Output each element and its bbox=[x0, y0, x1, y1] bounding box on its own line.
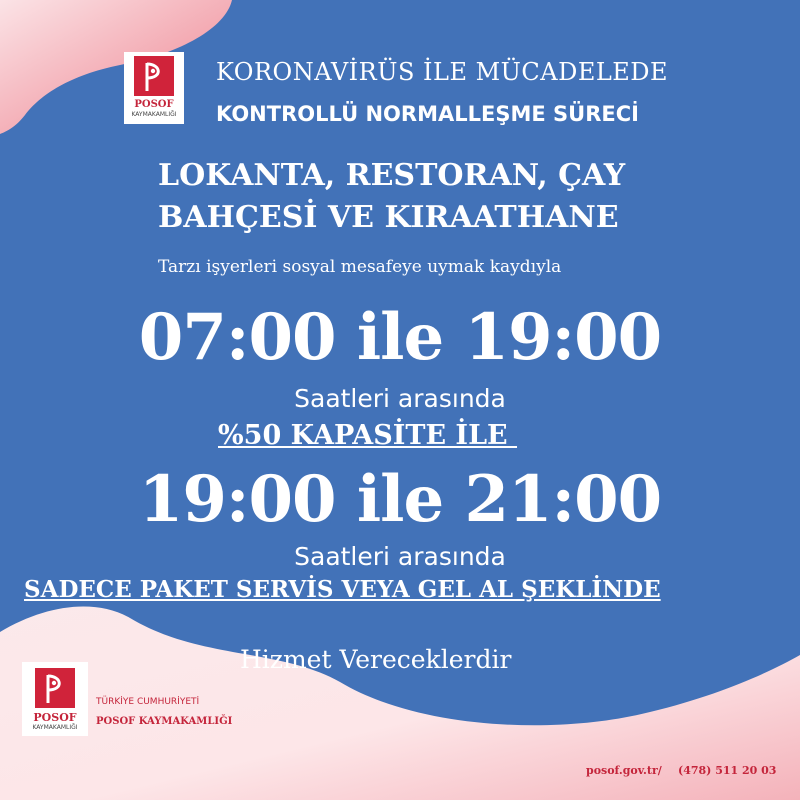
between-text-2: Saatleri arasında bbox=[294, 542, 506, 571]
distance-note: Tarzı işyerleri sosyal mesafeye uymak kaydıyla bbox=[158, 257, 562, 277]
time-range-2: 19:00 ile 21:00 bbox=[138, 462, 662, 537]
venue-title-line2: BAHÇESİ VE KIRAATHANE bbox=[158, 200, 619, 235]
closing-text: Hizmet Vereceklerdir bbox=[240, 645, 512, 674]
website-link[interactable]: posof.gov.tr/ bbox=[586, 764, 662, 777]
header-line1: KORONAVİRÜS İLE MÜCADELEDE bbox=[216, 58, 669, 86]
phone-number: (478) 511 20 03 bbox=[678, 764, 777, 777]
logo-name: POSOF bbox=[33, 711, 77, 724]
time-range-1: 07:00 ile 19:00 bbox=[138, 300, 662, 375]
posof-logo-bottom bbox=[22, 662, 88, 736]
posof-logo-top bbox=[124, 52, 184, 124]
logo-mark-icon bbox=[134, 56, 174, 96]
header-line2: KONTROLLÜ NORMALLEŞME SÜRECİ bbox=[216, 102, 639, 126]
venue-title-line1: LOKANTA, RESTORAN, ÇAY bbox=[158, 158, 626, 193]
logo-name: POSOF bbox=[134, 99, 174, 110]
gov-line2: POSOF KAYMAKAMLIĞI bbox=[96, 716, 233, 727]
between-text-1: Saatleri arasında bbox=[294, 384, 506, 413]
logo-subtitle: KAYMAKAMLIĞI bbox=[131, 111, 177, 118]
logo-subtitle: KAYMAKAMLIĞI bbox=[32, 724, 78, 731]
gov-line1: TÜRKİYE CUMHURİYETİ bbox=[96, 697, 200, 707]
logo-mark-icon bbox=[35, 668, 75, 708]
capacity-text: %50 KAPASİTE İLE bbox=[218, 420, 518, 451]
top-left-pink-blob bbox=[0, 0, 232, 134]
service-text: SADECE PAKET SERVİS VEYA GEL AL ŞEKLİNDE bbox=[24, 576, 661, 603]
